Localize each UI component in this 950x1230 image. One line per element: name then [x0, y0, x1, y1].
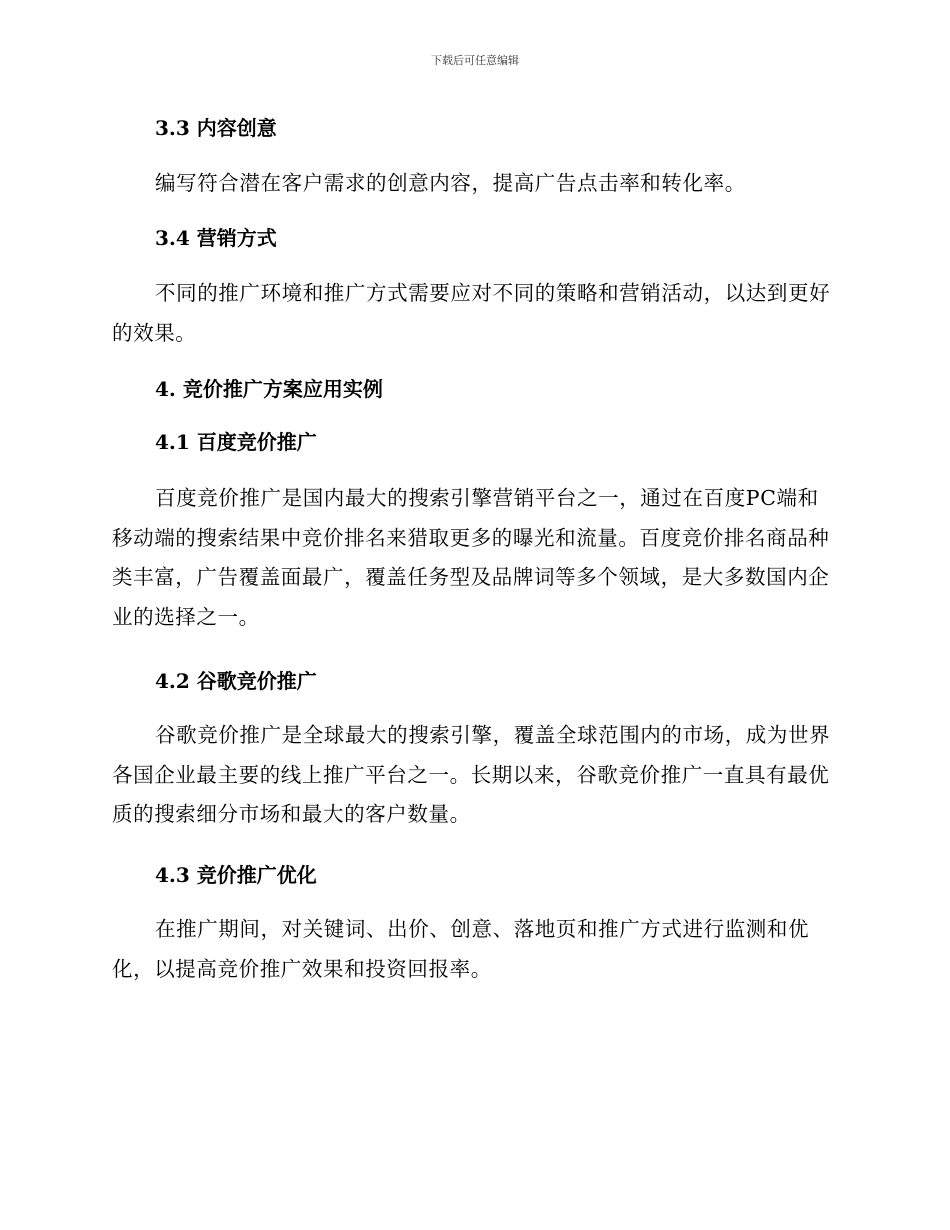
heading-4-2: 4.2 谷歌竞价推广	[155, 669, 317, 693]
paragraph-4-3: 在推广期间，对关键词、出价、创意、落地页和推广方式进行监测和优化，以提高竞价推广效果和投资回报率。	[112, 917, 810, 981]
heading-4-1: 4.1 百度竞价推广	[155, 430, 317, 454]
paragraph-4-1: 百度竞价推广是国内最大的搜索引擎营销平台之一，通过在百度PC端和移动端的搜索结果中竞价排名来猎取更多的曝光和流量。百度竞价排名商品种类丰富，广告覆盖面最广，覆盖任务型及品牌词等多个领域，是大多数国内企业的选择之一。	[112, 486, 830, 629]
paragraph-3-4: 不同的推广环境和推广方式需要应对不同的策略和营销活动，以达到更好的效果。	[112, 281, 831, 345]
heading-3-3: 3.3 内容创意	[155, 116, 277, 140]
page-header: 下载后可任意编辑	[431, 54, 519, 67]
paragraph-3-3: 编写符合潜在客户需求的创意内容，提高广告点击率和转化率。	[155, 171, 746, 195]
heading-3-4: 3.4 营销方式	[155, 226, 277, 250]
paragraph-4-2: 谷歌竞价推广是全球最大的搜索引擎，覆盖全球范围内的市场，成为世界各国企业最主要的线上推广平台之一。长期以来，谷歌竞价推广一直具有最优质的搜索细分市场和最大的客户数量。	[112, 723, 831, 826]
heading-4: 4. 竞价推广方案应用实例	[155, 377, 383, 401]
heading-4-3: 4.3 竞价推广优化	[155, 863, 317, 887]
